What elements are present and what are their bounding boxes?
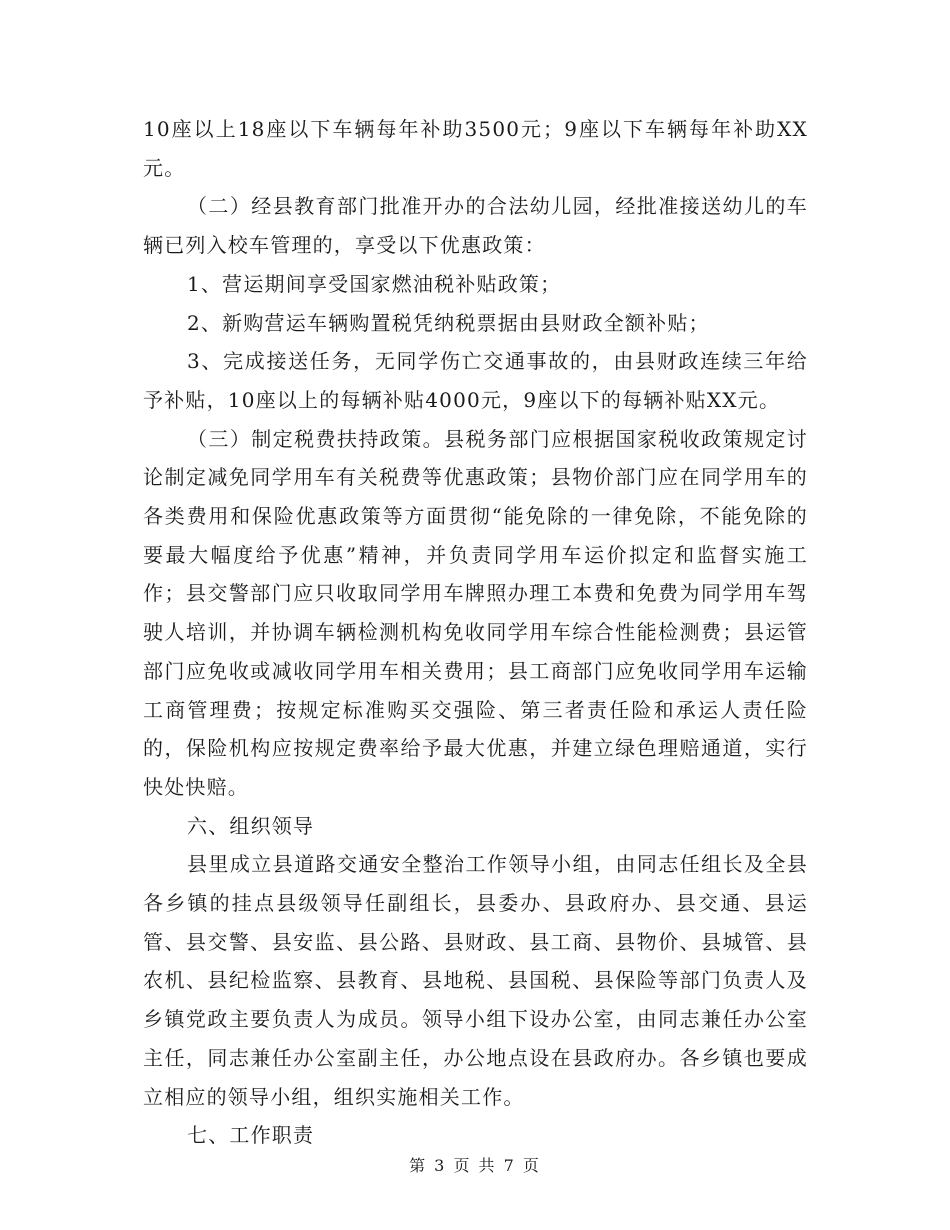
list-item: 1、营运期间享受国家燃油税补贴政策； (187, 271, 562, 296)
list-item: 3、完成接送任务，无同学伤亡交通事故的，由县财政连续三年给予补贴，10座以上的每辆补贴4000元，9座以下的每辆补贴XX元。 (143, 349, 808, 412)
paragraph: 10座以上18座以下车辆每年补助3500元；9座以下车辆每年补助XX元。 (143, 117, 808, 180)
section-heading: 七、工作职责 (187, 1123, 315, 1148)
paragraph: 县里成立县道路交通安全整治工作领导小组，由同志任组长及全县各乡镇的挂点县级领导任副组长，县委办、县政府办、县交通、县运管、县交警、县安监、县公路、县财政、县工商、县物价、县城管、县农机、县纪检监察、县教育、县地税、县国税、县保险等部门负责人及乡镇党政主要负责人为成员。领导小组下设办公室，由同志兼任办公室主任，同志兼任办公室副主任，办公地点设在县政府办。各乡镇也要成立相应的领导小组，组织实施相关工作。 (143, 852, 808, 1109)
document-body (143, 110, 808, 1155)
paragraph: （二）经县教育部门批准开办的合法幼儿园，经批准接送幼儿的车辆已列入校车管理的，享受以下优惠政策： (143, 194, 808, 258)
list-item: 2、新购营运车辆购置税凭纳税票据由县财政全额补贴； (187, 310, 710, 335)
section-heading: 六、组织领导 (187, 813, 315, 838)
paragraph: （三）制定税费扶持政策。县税务部门应根据国家税收政策规定讨论制定减免同学用车有关税费等优惠政策；县物价部门应在同学用车的各类费用和保险优惠政策等方面贯彻“能免除的一律免除，不能免除的要最大幅度给予优惠”精神，并负责同学用车运价拟定和监督实施工作；县交警部门应只收取同学用车牌照办理工本费和免费为同学用车驾驶人培训，并协调车辆检测机构免收同学用车综合性能检测费；县运管部门应免收或减收同学用车相关费用；县工商部门应免收同学用车运输工商管理费；按规定标准购买交强险、第三者责任险和承运人责任险的，保险机构应按规定费率给予最大优惠，并建立绿色理赔通道，实行快处快赔。 (143, 426, 808, 799)
page-number: 第 3 页 共 7 页 (409, 1156, 541, 1175)
